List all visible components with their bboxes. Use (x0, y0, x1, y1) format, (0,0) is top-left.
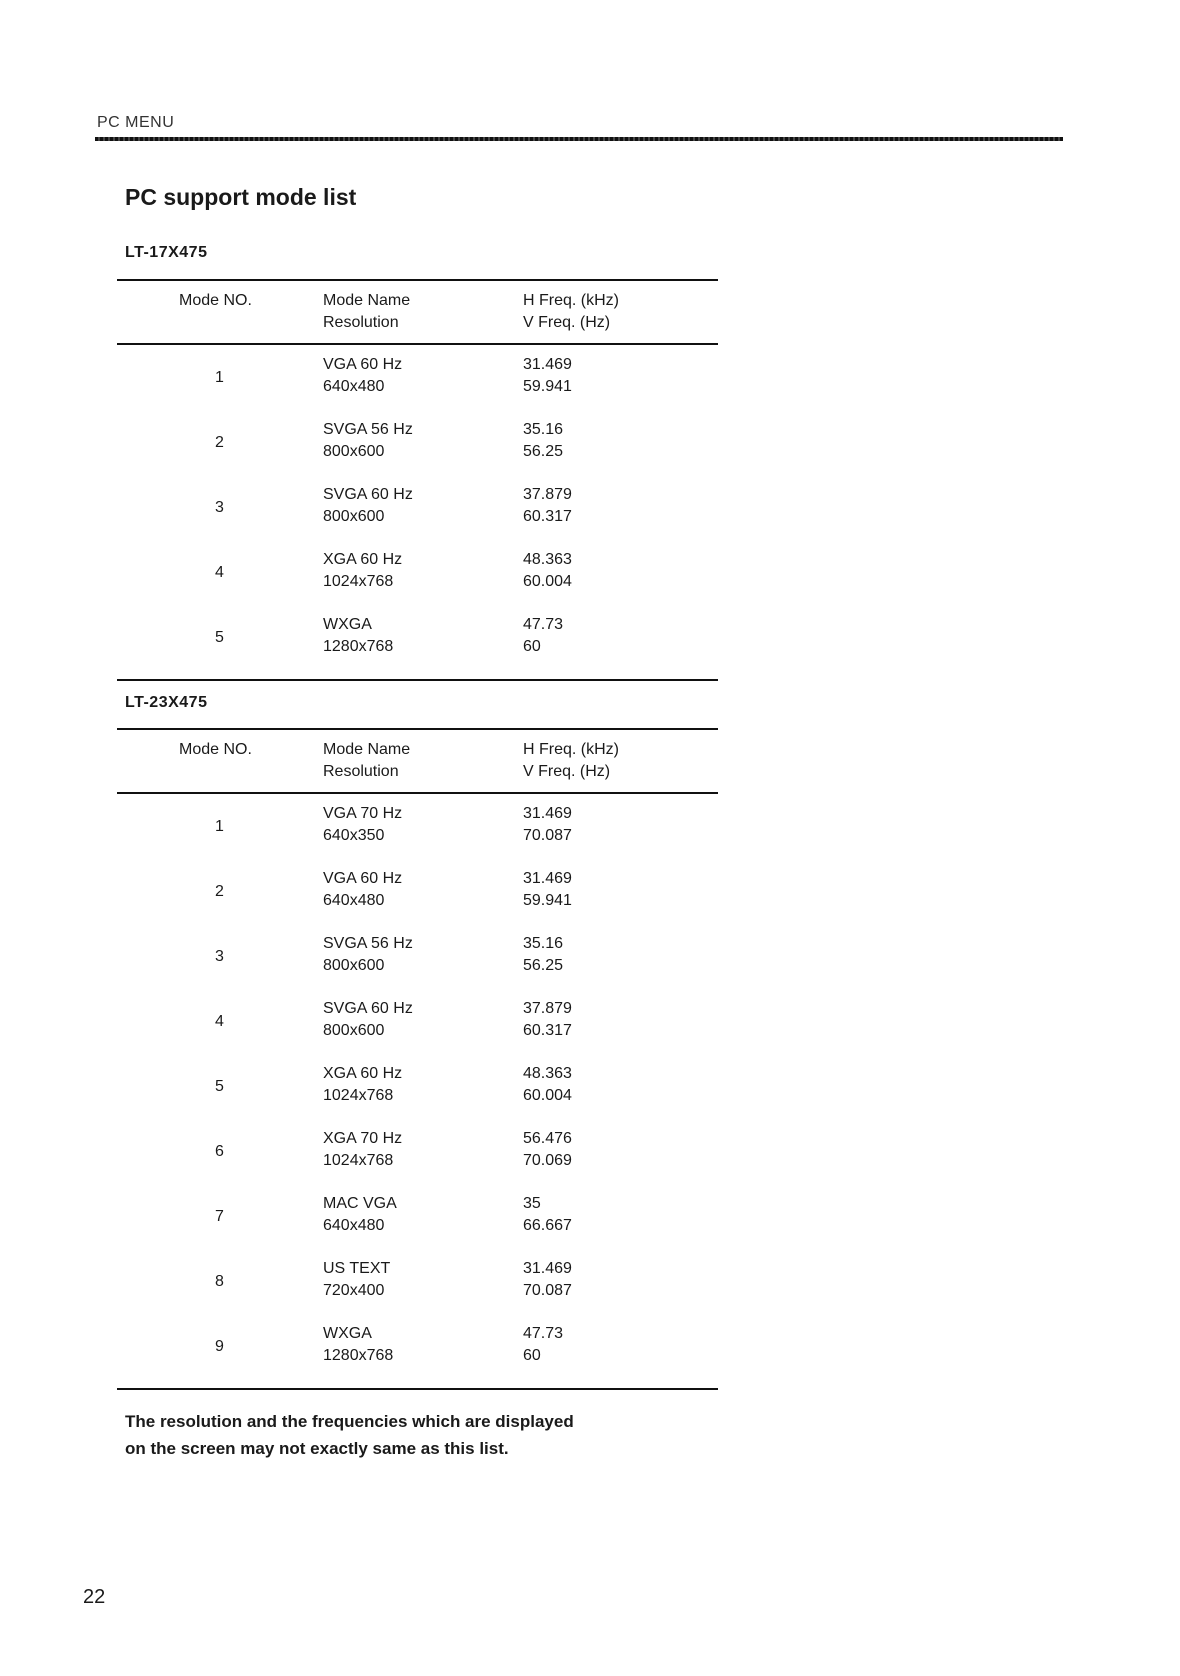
col-h-freq: H Freq. (kHz) (523, 292, 619, 309)
table-body (117, 803, 718, 1388)
col-resolution: Resolution (323, 314, 399, 331)
table-row (117, 803, 718, 868)
v-freq: 56.25 (523, 957, 564, 974)
v-freq: 56.25 (523, 443, 564, 460)
mode-name-resolution (323, 1193, 397, 1237)
h-freq: 35 (523, 1195, 541, 1212)
page-title: PC support mode list (125, 184, 357, 210)
mode-name: VGA 60 Hz (323, 870, 403, 887)
h-freq: 47.73 (523, 1325, 564, 1342)
header-rule (95, 137, 1063, 141)
h-freq: 48.363 (523, 1065, 572, 1082)
col-mode-name: Mode Name (323, 292, 411, 309)
col-mode-no: Mode NO. (179, 292, 252, 309)
frequencies (523, 354, 572, 398)
h-freq: 37.879 (523, 486, 572, 503)
frequencies (523, 549, 572, 593)
mode-table-lt23 (117, 728, 718, 1390)
frequencies (523, 484, 572, 528)
note-line-1: The resolution and the frequencies which are displayed (125, 1412, 574, 1431)
frequencies (523, 614, 563, 658)
mode-name-resolution (323, 933, 413, 977)
col-mode-no: Mode NO. (179, 741, 252, 758)
mode-name-resolution (323, 1128, 402, 1172)
mode-name-resolution (323, 484, 413, 528)
table-row (117, 998, 718, 1063)
resolution: 1280x768 (323, 1347, 394, 1364)
frequencies (523, 1193, 572, 1237)
frequencies (523, 933, 563, 977)
mode-number: 1 (215, 369, 224, 386)
frequencies (523, 998, 572, 1042)
h-freq: 31.469 (523, 805, 572, 822)
model-label-lt23: LT-23X475 (125, 694, 208, 711)
table-row (117, 1128, 718, 1193)
mode-name: XGA 70 Hz (323, 1130, 403, 1147)
table-row (117, 354, 718, 419)
col-mode-name-resolution (323, 290, 410, 334)
resolution: 1024x768 (323, 573, 394, 590)
mode-name: VGA 70 Hz (323, 805, 403, 822)
mode-name-resolution (323, 419, 413, 463)
mode-name: VGA 60 Hz (323, 356, 403, 373)
resolution: 800x600 (323, 957, 385, 974)
h-freq: 37.879 (523, 1000, 572, 1017)
mode-name-resolution (323, 868, 402, 912)
v-freq: 60.004 (523, 1087, 572, 1104)
table-body (117, 354, 718, 679)
resolution: 1024x768 (323, 1087, 394, 1104)
table-row (117, 549, 718, 614)
note-line-2: on the screen may not exactly same as this list. (125, 1439, 509, 1458)
table-row (117, 1193, 718, 1258)
mode-name: SVGA 60 Hz (323, 486, 413, 503)
mode-name-resolution (323, 549, 402, 593)
mode-number: 5 (215, 629, 224, 646)
mode-number: 3 (215, 948, 224, 965)
v-freq: 70.087 (523, 1282, 572, 1299)
mode-name-resolution (323, 1063, 402, 1107)
resolution: 640x480 (323, 378, 385, 395)
resolution: 1024x768 (323, 1152, 394, 1169)
frequencies (523, 1258, 572, 1302)
table-row (117, 419, 718, 484)
table-row (117, 868, 718, 933)
table-rule (117, 1388, 718, 1390)
mode-name-resolution (323, 803, 402, 847)
table-row (117, 1063, 718, 1128)
mode-name: XGA 60 Hz (323, 1065, 403, 1082)
mode-number: 4 (215, 1013, 224, 1030)
mode-name-resolution (323, 614, 393, 658)
v-freq: 60 (523, 1347, 541, 1364)
v-freq: 60.317 (523, 1022, 572, 1039)
page-number: 22 (83, 1586, 106, 1608)
h-freq: 47.73 (523, 616, 564, 633)
v-freq: 70.087 (523, 827, 572, 844)
mode-name-resolution (323, 1258, 390, 1302)
frequencies (523, 1128, 572, 1172)
v-freq: 70.069 (523, 1152, 572, 1169)
mode-name: US TEXT (323, 1260, 391, 1277)
mode-number: 3 (215, 499, 224, 516)
col-v-freq: V Freq. (Hz) (523, 763, 611, 780)
frequencies (523, 1323, 563, 1367)
table-row (117, 484, 718, 549)
resolution: 800x600 (323, 443, 385, 460)
mode-number: 4 (215, 564, 224, 581)
mode-name: WXGA (323, 616, 372, 633)
resolution: 640x480 (323, 1217, 385, 1234)
mode-name-resolution (323, 1323, 393, 1367)
mode-name: SVGA 56 Hz (323, 935, 413, 952)
mode-number: 6 (215, 1143, 224, 1160)
v-freq: 59.941 (523, 378, 572, 395)
table-row (117, 1323, 718, 1388)
h-freq: 56.476 (523, 1130, 572, 1147)
v-freq: 60 (523, 638, 541, 655)
frequencies (523, 868, 572, 912)
resolution: 800x600 (323, 508, 385, 525)
col-frequencies (523, 290, 619, 334)
table-header (117, 281, 718, 343)
table-row (117, 933, 718, 998)
col-h-freq: H Freq. (kHz) (523, 741, 619, 758)
mode-number: 2 (215, 434, 224, 451)
table-rule (117, 792, 718, 794)
v-freq: 66.667 (523, 1217, 572, 1234)
resolution: 1280x768 (323, 638, 394, 655)
col-mode-name: Mode Name (323, 741, 411, 758)
mode-name-resolution (323, 998, 413, 1042)
h-freq: 48.363 (523, 551, 572, 568)
col-resolution: Resolution (323, 763, 399, 780)
v-freq: 60.004 (523, 573, 572, 590)
table-header (117, 730, 718, 792)
col-v-freq: V Freq. (Hz) (523, 314, 611, 331)
h-freq: 31.469 (523, 870, 572, 887)
col-frequencies (523, 739, 619, 783)
h-freq: 35.16 (523, 935, 564, 952)
table-rule (117, 343, 718, 345)
table-row (117, 1258, 718, 1323)
frequencies (523, 1063, 572, 1107)
mode-name: SVGA 56 Hz (323, 421, 413, 438)
disclaimer-note (125, 1408, 574, 1462)
mode-number: 1 (215, 818, 224, 835)
mode-number: 9 (215, 1338, 224, 1355)
mode-number: 5 (215, 1078, 224, 1095)
mode-number: 2 (215, 883, 224, 900)
h-freq: 31.469 (523, 356, 572, 373)
mode-name-resolution (323, 354, 402, 398)
h-freq: 35.16 (523, 421, 564, 438)
mode-name: WXGA (323, 1325, 372, 1342)
table-row (117, 614, 718, 679)
resolution: 720x400 (323, 1282, 385, 1299)
model-label-lt17: LT-17X475 (125, 244, 208, 261)
mode-name: XGA 60 Hz (323, 551, 403, 568)
mode-table-lt17 (117, 279, 718, 681)
frequencies (523, 419, 563, 463)
h-freq: 31.469 (523, 1260, 572, 1277)
section-label: PC MENU (97, 114, 175, 131)
resolution: 800x600 (323, 1022, 385, 1039)
mode-name: SVGA 60 Hz (323, 1000, 413, 1017)
resolution: 640x350 (323, 827, 385, 844)
resolution: 640x480 (323, 892, 385, 909)
col-mode-name-resolution (323, 739, 410, 783)
mode-name: MAC VGA (323, 1195, 397, 1212)
table-rule (117, 679, 718, 681)
frequencies (523, 803, 572, 847)
mode-number: 8 (215, 1273, 224, 1290)
v-freq: 60.317 (523, 508, 572, 525)
mode-number: 7 (215, 1208, 224, 1225)
v-freq: 59.941 (523, 892, 572, 909)
